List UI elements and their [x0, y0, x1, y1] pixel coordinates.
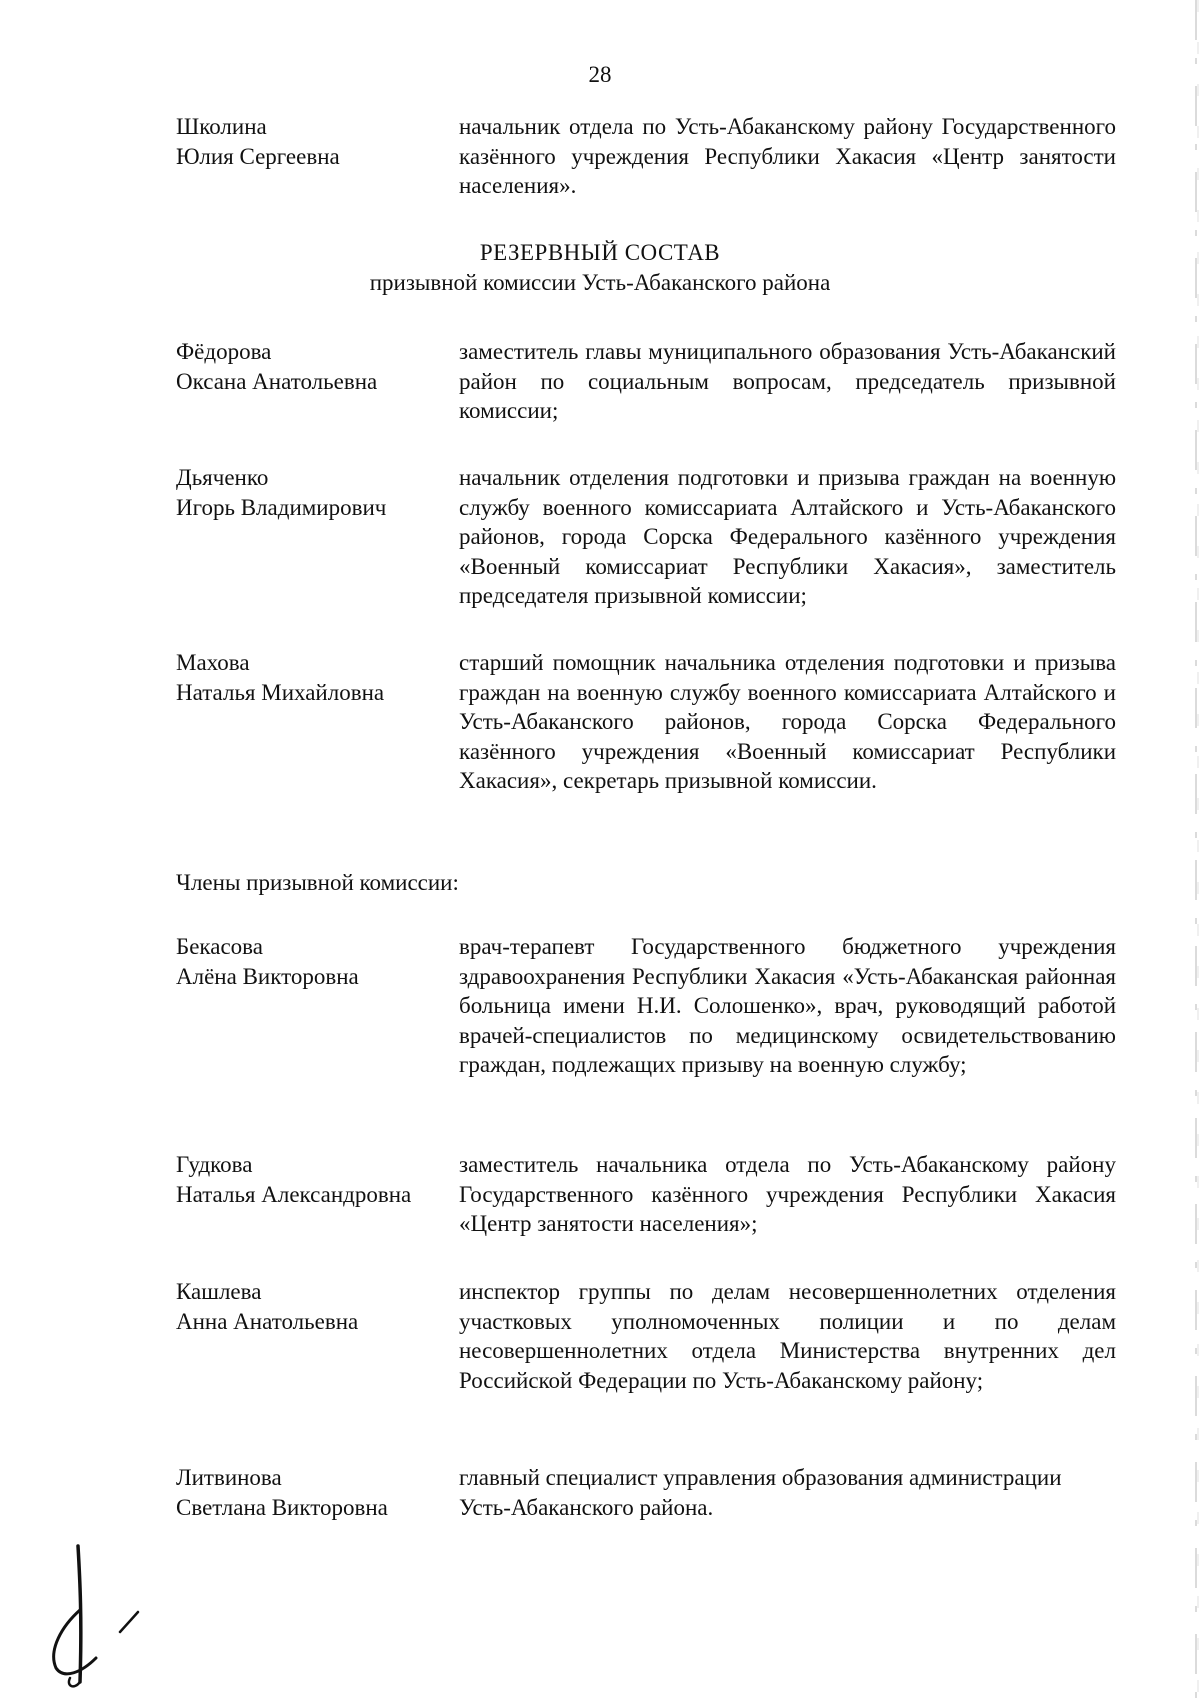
members-label: Члены призывной комиссии: — [176, 870, 459, 895]
person-name — [176, 1277, 456, 1336]
surname: Махова — [176, 650, 250, 675]
commission-entry — [176, 463, 1116, 611]
position-description: начальник отделения подготовки и призыва граждан на военную службу военного комиссариата Алтайского и Усть-Абаканского районов, города Сорска Федерального казённого учреждения «Военный комиссариат Республики Хакасия», заместитель председателя призывной комиссии; — [459, 465, 1116, 608]
position-description: главный специалист управления образования администрации Усть-Абаканского района. — [459, 1465, 1062, 1520]
commission-entry — [176, 932, 1116, 1080]
person-name — [176, 337, 456, 396]
scan-edge-artifact — [1184, 0, 1200, 1698]
person-name — [176, 932, 456, 991]
handwritten-initial-mark — [40, 1540, 160, 1690]
commission-entry — [176, 1463, 1116, 1522]
person-name — [176, 463, 456, 522]
position-description: инспектор группы по делам несовершеннолетних отделения участковых уполномоченных полиции и по делам несовершеннолетних отдела Министерства внутренних дел Российской Федерации по Усть-Абаканскому району; — [459, 1279, 1116, 1393]
surname: Дьяченко — [176, 465, 269, 490]
commission-entry — [176, 648, 1116, 796]
heading-subtitle: призывной комиссии Усть-Абаканского района — [369, 270, 831, 295]
surname: Бекасова — [176, 934, 263, 959]
given-names: Оксана Анатольевна — [176, 368, 378, 394]
page-number: 28 — [588, 62, 612, 87]
surname: Гудкова — [176, 1152, 253, 1177]
position-description: врач-терапевт Государственного бюджетного учреждения здравоохранения Республики Хакасия «Усть-Абаканская районная больница имени Н.И. Солошенко», врач, руководящий работой врачей-специалистов по медицинскому освидетельствованию граждан, подлежащих призыву на военную службу; — [459, 934, 1116, 1077]
person-name — [176, 648, 456, 707]
given-names: Алёна Викторовна — [176, 963, 359, 989]
position-description: заместитель начальника отдела по Усть-Абаканскому району Государственного казённого учреждения Республики Хакасия «Центр занятости населения»; — [459, 1152, 1116, 1236]
given-names: Наталья Михайловна — [176, 679, 385, 705]
given-names: Анна Анатольевна — [176, 1308, 359, 1334]
reserve-heading — [0, 238, 1200, 298]
person-name — [176, 1463, 456, 1522]
commission-entry — [176, 112, 1116, 201]
position-description: начальник отдела по Усть-Абаканскому району Государственного казённого учреждения Республики Хакасия «Центр занятости населения». — [459, 114, 1116, 198]
given-names: Юлия Сергеевна — [176, 143, 340, 169]
person-name — [176, 1150, 456, 1209]
commission-entry — [176, 1277, 1116, 1395]
position-description: старший помощник начальника отделения подготовки и призыва граждан на военную службу военного комиссариата Алтайского и Усть-Абаканского районов, города Сорска Федерального казённого учреждения «Военный комиссариат Республики Хакасия», секретарь призывной комиссии. — [459, 650, 1116, 793]
surname: Школина — [176, 114, 267, 139]
given-names: Наталья Александровна — [176, 1181, 412, 1207]
surname: Фёдорова — [176, 339, 272, 364]
given-names: Светлана Викторовна — [176, 1494, 388, 1520]
position-description: заместитель главы муниципального образования Усть-Абаканский район по социальным вопросам, председатель призывной комиссии; — [459, 339, 1116, 423]
person-name — [176, 112, 456, 171]
surname: Литвинова — [176, 1465, 282, 1490]
commission-entry — [176, 1150, 1116, 1239]
heading-title: РЕЗЕРВНЫЙ СОСТАВ — [479, 240, 721, 265]
surname: Кашлева — [176, 1279, 262, 1304]
commission-entry — [176, 337, 1116, 426]
given-names: Игорь Владимирович — [176, 494, 387, 520]
